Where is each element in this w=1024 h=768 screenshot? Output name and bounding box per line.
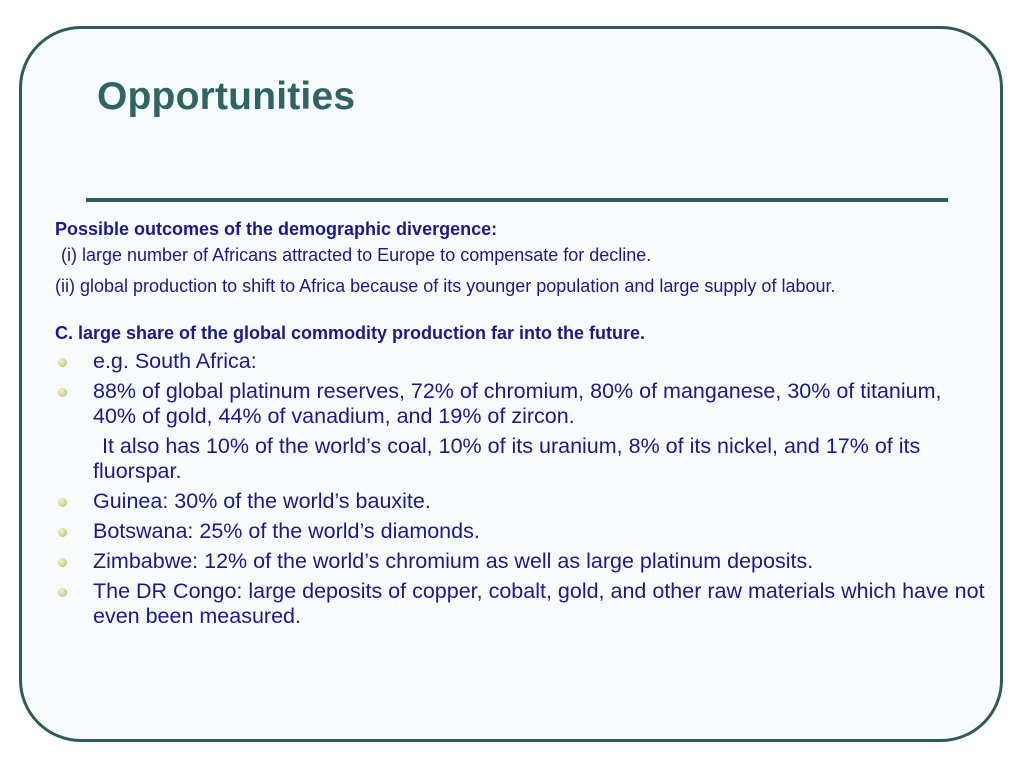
bullet-text: 88% of global platinum reserves, 72% of chromium, 80% of manganese, 30% of titanium, 40% of gold, 44% of vanadium, and 19% of zircon.: [93, 379, 942, 428]
list-item: [55, 349, 985, 374]
outcome-point-ii: (ii) global production to shift to Africa because of its younger population and large supply of labour.: [55, 276, 836, 296]
round-bullet-icon: [58, 358, 67, 367]
list-item: [55, 489, 985, 514]
round-bullet-icon: [58, 588, 67, 597]
round-bullet-icon: [58, 528, 67, 537]
bullet-text: e.g. South Africa:: [93, 349, 257, 373]
round-bullet-icon: [58, 558, 67, 567]
section-c-heading: C. large share of the global commodity production far into the future.: [55, 323, 646, 343]
south-africa-continuation: It also has 10% of the world’s coal, 10% of its uranium, 8% of its nickel, and 17% of its fluorspar.: [93, 434, 921, 483]
intro-heading: Possible outcomes of the demographic divergence:: [55, 219, 498, 239]
round-bullet-icon: [58, 388, 67, 397]
commodity-bullet-list: [55, 349, 985, 429]
bullet-text: The DR Congo: large deposits of copper, cobalt, gold, and other raw materials which have not even been measured.: [93, 579, 985, 628]
bullet-text: Guinea: 30% of the world’s bauxite.: [93, 489, 431, 513]
country-bullet-list: [55, 489, 985, 629]
round-bullet-icon: [58, 498, 67, 507]
list-item: [55, 379, 985, 429]
list-item: [55, 579, 985, 629]
slide-title: Opportunities: [97, 75, 356, 118]
outcome-point-i: (i) large number of Africans attracted to Europe to compensate for decline.: [61, 245, 652, 265]
list-item: [55, 519, 985, 544]
slide-body: [55, 218, 985, 634]
list-item: [55, 549, 985, 574]
title-divider: [86, 198, 948, 202]
bullet-text: Botswana: 25% of the world’s diamonds.: [93, 519, 480, 543]
bullet-text: Zimbabwe: 12% of the world’s chromium as well as large platinum deposits.: [93, 549, 814, 573]
